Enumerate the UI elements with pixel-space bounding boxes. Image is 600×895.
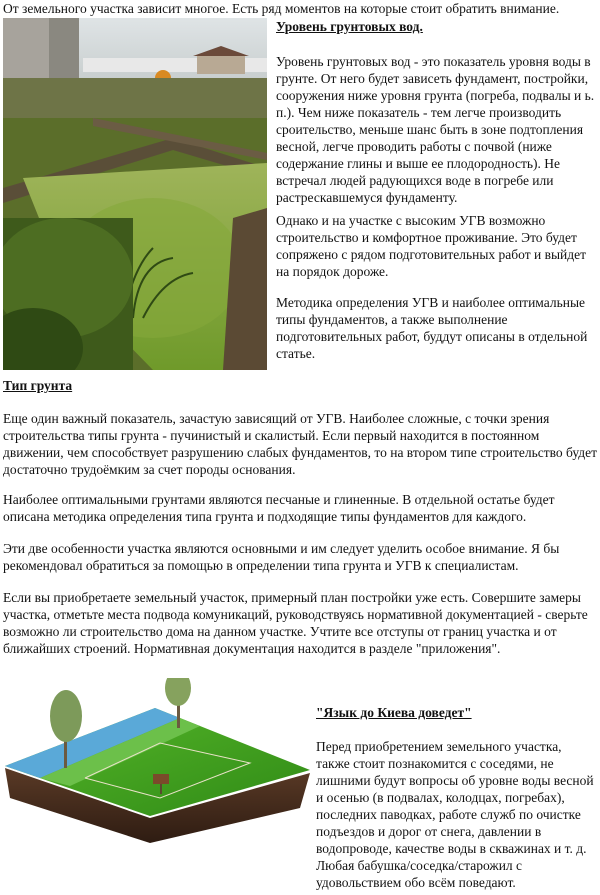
plan-paragraph: Если вы приобретаете земельный участок, примерный план постройки уже есть. Совершите замеры участка, отметьте места подвода комуникаций, руководствуясь нормативной документацией - сверьте возможно ли строительство дома на данном участке. Учтите все отступы от границ участка и от ближайших строений. Нормативная документация находится в разделе "приложения".: [3, 590, 588, 656]
groundwater-paragraph-3: Методика определения УГВ и наиболее оптимальные типы фундаментов, а также выполнение подготовительных работ, буддут описаны в отдельной статье.: [276, 295, 588, 361]
flooded-plot-photo: [3, 18, 267, 370]
soil-heading: Тип грунта: [3, 378, 73, 393]
groundwater-heading: Уровень грунтовых вод.: [276, 19, 423, 34]
land-plot-illustration: [0, 678, 312, 844]
soil-paragraph-1: Еще один важный показатель, зачастую зависящий от УГВ. Наиболее сложные, с точки зрения строительства типы грунта - пучинистый и скалистый. Если первый находится в постоянном движении, чем способствует разрушению слабых фундаментов, то на втором типе строительство будет достаточно трудоёмким за счет породы основания.: [3, 411, 598, 477]
soil-paragraph-2: Наиболее оптимальными грунтами являются песчаные и глиненные. В отдельной остатье будет описана методика определения типа грунта и подходящие типы фундаментов для каждого.: [3, 492, 555, 524]
soil-paragraph-3: Эти две особенности участка являются основными и им следует уделить особое внимание. Я бы рекомендовал обратиться за помощью в определении типа грунта и УГВ к специалистам.: [3, 541, 560, 573]
groundwater-paragraph-2: Однако и на участке с высоким УГВ возможно строительство и комфортное проживание. Это будет сопряжено с рядом подготовительных работ и выйдет на порядок дороже.: [276, 213, 587, 279]
intro-text: От земельного участка зависит многое. Есть ряд моментов на которые стоит обратить внимание.: [3, 1, 560, 16]
neighbors-heading: "Язык до Киева доведет": [316, 705, 472, 720]
neighbors-paragraph: Перед приобретением земельного участка, также стоит познакомится с соседями, не лишними будут вопросы об уровне воды весной и осенью (в подвалах, колодцах, погребах), последних паводках, работе служб по очистке подъездов и дорог от снега, давлении в водопроводе, качестве воды в скважинах и т. д. Любая бабушка/соседка/старожил с удовольствием обо всём поведают.: [316, 739, 594, 890]
groundwater-paragraph-1: Уровень грунтовых вод - это показатель уровня воды в грунте. От него будет зависеть фундамент, постройки, сооружения ниже уровня грунта (погреба, подвалы и ь. п.). Чем ниже показатель - тем легче производить сроительство, меньше шанс быть в зоне подтопления весной, легче проводить работы с почвой (ниже содержание глины и выше ее плодородность). Не встречал людей радующихся воде в погребе или растрескавшемуся фундаменту.: [276, 54, 595, 205]
